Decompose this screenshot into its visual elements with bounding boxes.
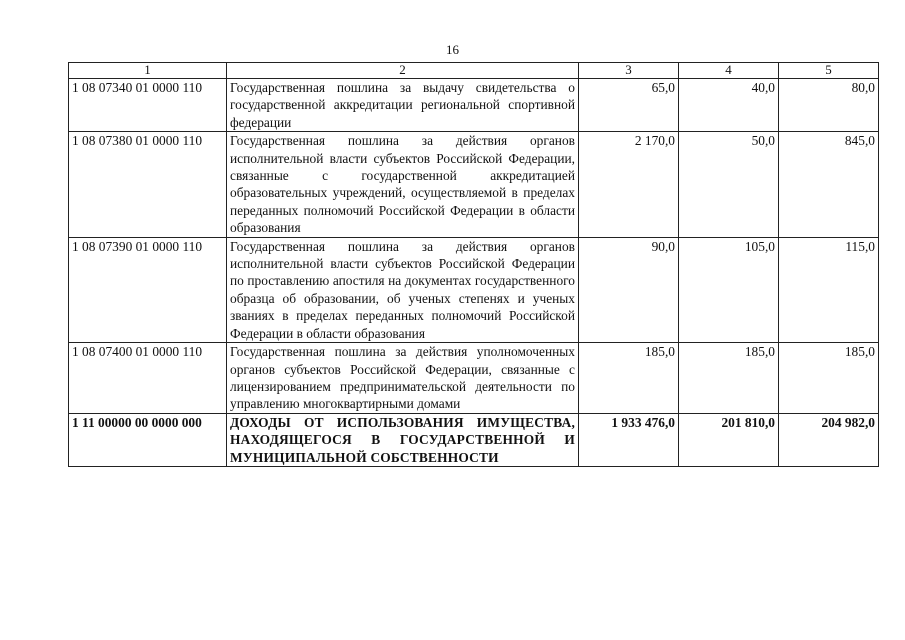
row-name: Государственная пошлина за действия органов исполнительной власти субъектов Российской Федерации, связанные с государственной аккредитацией образовательных учреждений, осуществляемой в пределах переданных полномочий Российской Федерации в области образования (227, 132, 579, 237)
column-header-4: 4 (679, 63, 779, 79)
row-value-col4: 105,0 (679, 237, 779, 342)
row-value-col4: 201 810,0 (679, 413, 779, 466)
header-row (69, 63, 879, 79)
table-row-total (69, 413, 879, 466)
row-value-col3: 65,0 (579, 79, 679, 132)
column-header-1: 1 (69, 63, 227, 79)
row-name: Государственная пошлина за действия уполномоченных органов субъектов Российской Федерации, связанные с лицензированием предпринимательской деятельности по управлению многоквартирными домами (227, 343, 579, 414)
row-code: 1 08 07340 01 0000 110 (69, 79, 227, 132)
table-row (69, 343, 879, 414)
row-code: 1 08 07400 01 0000 110 (69, 343, 227, 414)
row-value-col4: 50,0 (679, 132, 779, 237)
column-header-2: 2 (227, 63, 579, 79)
row-value-col3: 185,0 (579, 343, 679, 414)
row-code: 1 08 07380 01 0000 110 (69, 132, 227, 237)
row-value-col5: 845,0 (779, 132, 879, 237)
page-number: 16 (446, 42, 459, 57)
row-name: Государственная пошлина за действия органов исполнительной власти субъектов Российской Федерации по проставлению апостиля на документах государственного образца об образовании, об ученых степенях и ученых званиях в пределах переданных полномочий Российской Федерации в области образования (227, 237, 579, 342)
table-row (69, 237, 879, 342)
column-header-3: 3 (579, 63, 679, 79)
row-code: 1 08 07390 01 0000 110 (69, 237, 227, 342)
row-value-col4: 40,0 (679, 79, 779, 132)
row-value-col3: 90,0 (579, 237, 679, 342)
row-name: Государственная пошлина за выдачу свидетельства о государственной аккредитации региональной спортивной федерации (227, 79, 579, 132)
row-code: 1 11 00000 00 0000 000 (69, 413, 227, 466)
row-value-col5: 204 982,0 (779, 413, 879, 466)
row-value-col5: 185,0 (779, 343, 879, 414)
row-value-col4: 185,0 (679, 343, 779, 414)
row-value-col3: 2 170,0 (579, 132, 679, 237)
row-value-col3: 1 933 476,0 (579, 413, 679, 466)
table-row (69, 79, 879, 132)
budget-table (68, 62, 879, 467)
column-header-5: 5 (779, 63, 879, 79)
row-name: ДОХОДЫ ОТ ИСПОЛЬЗОВАНИЯ ИМУЩЕСТВА, НАХОДЯЩЕГОСЯ В ГОСУДАРСТВЕННОЙ И МУНИЦИПАЛЬНОЙ СОБСТВЕННОСТИ (227, 413, 579, 466)
row-value-col5: 115,0 (779, 237, 879, 342)
row-value-col5: 80,0 (779, 79, 879, 132)
table-row (69, 132, 879, 237)
